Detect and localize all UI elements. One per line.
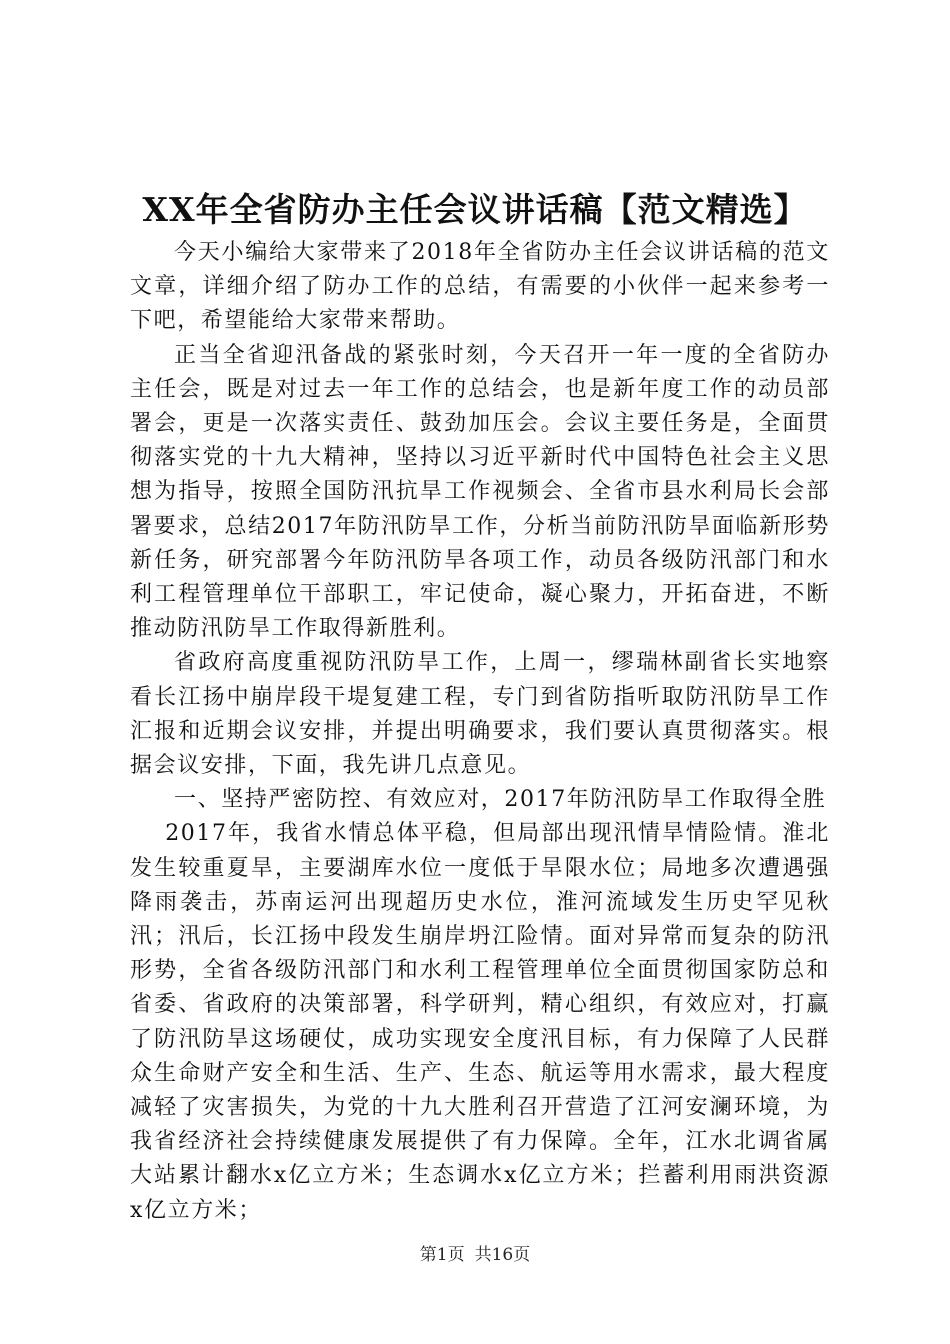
- meeting-purpose-paragraph: 正当全省迎汛备战的紧张时刻，今天召开一年一度的全省防办主任会，既是对过去一年工作的总结会，也是新年度工作的动员部署会，更是一次落实责任、鼓劲加压会。会议主要任务是，全面贯彻落实党的十九大精神，坚持以习近平新时代中国特色社会主义思想为指导，按照全国防汛抗旱工作视频会、全省市县水利局长会部署要求，总结2017年防汛防旱工作，分析当前防汛防旱面临新形势新任务，研究部署今年防汛防旱各项工作，动员各级防汛部门和水利工程管理单位干部职工，牢记使命，凝心聚力，开拓奋进，不断推动防汛防旱工作取得新胜利。: [130, 342, 830, 642]
- page-footer: [0, 1243, 950, 1267]
- government-attention-paragraph: 省政府高度重视防汛防旱工作，上周一，缪瑞林副省长实地察看长江扬中崩岸段干堤复建工程，专门到省防指听取防汛防旱工作汇报和近期会议安排，并提出明确要求，我们要认真贯彻落实。根据会议安排，下面，我先讲几点意见。: [130, 650, 830, 779]
- document-title: XX年全省防办主任会议讲话稿【范文精选】: [142, 190, 808, 229]
- review-2017-paragraph: 2017年，我省水情总体平稳，但局部出现汛情旱情险情。淮北发生较重夏旱，主要湖库水位一度低于旱限水位；局地多次遭遇强降雨袭击，苏南运河出现超历史水位，淮河流域发生历史罕见秋汛；汛后，长江扬中段发生崩岸坍江险情。面对异常而复杂的防汛形势，全省各级防汛部门和水利工程管理单位全面贯彻国家防总和省委、省政府的决策部署，科学研判，精心组织，有效应对，打赢了防汛防旱这场硬仗，成功实现安全度汛目标，有力保障了人民群众生命财产安全和生活、生产、生态、航运等用水需求，最大程度减轻了灾害损失，为党的十九大胜利召开营造了江河安澜环境，为我省经济社会持续健康发展提供了有力保障。全年，江水北调省属大站累计翻水x亿立方米；生态调水x亿立方米；拦蓄利用雨洪资源x亿立方米；: [130, 821, 830, 1223]
- page-total: 共16页: [474, 1245, 531, 1265]
- page-number: 第1页: [419, 1245, 465, 1265]
- intro-paragraph: 今天小编给大家带来了2018年全省防办主任会议讲话稿的范文文章，详细介绍了防办工作的总结，有需要的小伙伴一起来参考一下吧，希望能给大家带来帮助。: [130, 240, 830, 334]
- document-body: [130, 236, 830, 1228]
- section-heading-one: 一、坚持严密防控、有效应对，2017年防汛防旱工作取得全胜: [174, 787, 827, 813]
